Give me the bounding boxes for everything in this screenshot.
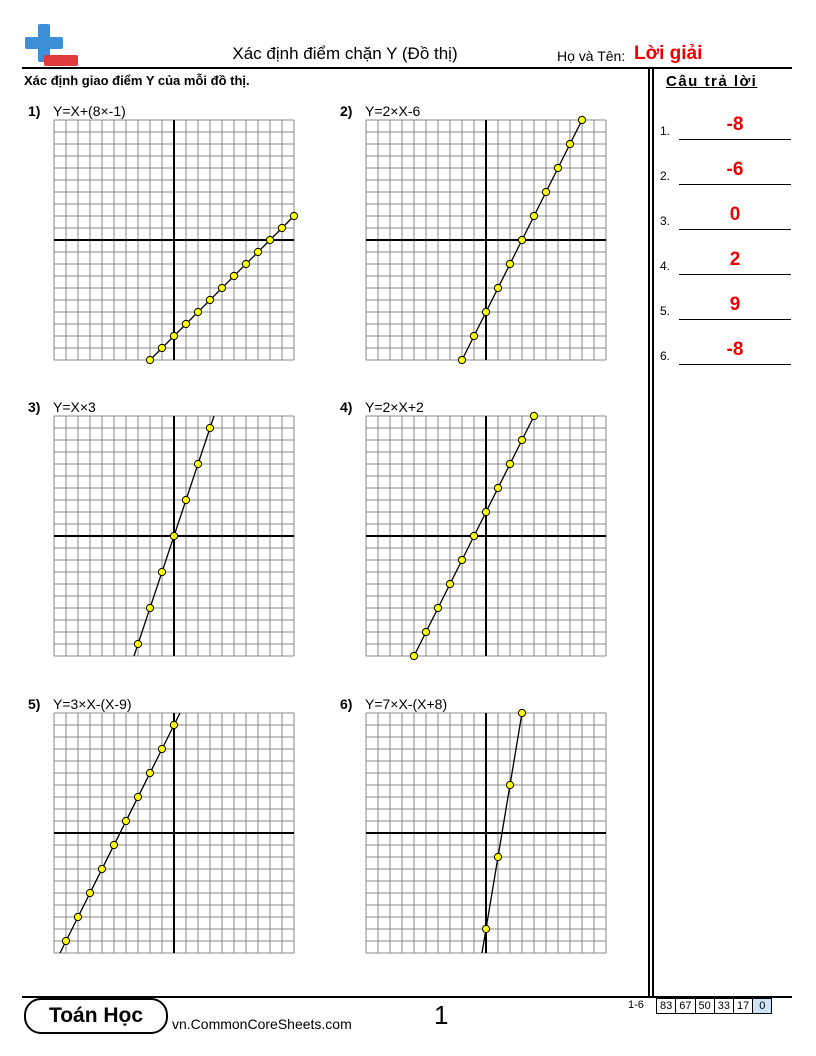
plus-minus-logo-icon — [22, 24, 80, 68]
plotted-point — [74, 913, 81, 920]
plotted-point — [518, 236, 525, 243]
answer-line — [679, 319, 791, 320]
plotted-point — [422, 628, 429, 635]
problem-equation: Y=X×3 — [53, 399, 96, 415]
problem-number: 3) — [28, 399, 41, 415]
name-label: Họ và Tên: — [557, 48, 626, 64]
answer-line — [679, 184, 791, 185]
coordinate-graph — [52, 118, 296, 362]
plotted-point — [134, 793, 141, 800]
score-cell: 50 — [695, 999, 714, 1014]
answer-number: 1. — [660, 124, 671, 138]
plotted-point — [566, 140, 573, 147]
problem-number: 6) — [340, 696, 353, 712]
plotted-point — [170, 332, 177, 339]
plotted-point — [194, 308, 201, 315]
plotted-point — [134, 640, 141, 647]
answers-heading: Câu trả lời — [666, 73, 758, 90]
answer-number: 4. — [660, 259, 671, 273]
page-title: Xác định điểm chặn Y (Đồ thị) — [232, 44, 458, 63]
score-cell: 83 — [657, 999, 676, 1014]
plotted-point — [494, 484, 501, 491]
answer-number: 6. — [660, 349, 671, 363]
plotted-point — [506, 460, 513, 467]
page-number: 1 — [434, 1000, 449, 1030]
plotted-point — [470, 532, 477, 539]
plotted-point — [290, 212, 297, 219]
plotted-point — [518, 436, 525, 443]
problem-number: 2) — [340, 103, 353, 119]
coordinate-graph — [52, 414, 296, 658]
answer-value: -8 — [726, 339, 744, 360]
answer-value: 2 — [729, 249, 741, 270]
score-range-label: 1-6 — [628, 999, 644, 1011]
plotted-point — [158, 568, 165, 575]
plotted-point — [542, 188, 549, 195]
coordinate-graph — [364, 414, 608, 658]
score-cell: 0 — [753, 999, 772, 1014]
plotted-point — [482, 308, 489, 315]
coordinate-graph — [364, 711, 608, 955]
score-cell: 33 — [714, 999, 733, 1014]
plotted-point — [254, 248, 261, 255]
plotted-point — [62, 937, 69, 944]
plotted-point — [578, 116, 585, 123]
coordinate-graph — [364, 118, 608, 362]
brand-badge: Toán Học — [24, 998, 168, 1034]
plotted-point — [530, 212, 537, 219]
plotted-point — [446, 580, 453, 587]
plotted-point — [146, 769, 153, 776]
answer-number: 2. — [660, 169, 671, 183]
plotted-point — [530, 412, 537, 419]
plotted-point — [182, 496, 189, 503]
problem-equation: Y=3×X-(X-9) — [53, 696, 132, 712]
plotted-point — [158, 745, 165, 752]
plotted-point — [266, 236, 273, 243]
plotted-point — [146, 356, 153, 363]
score-cell: 17 — [734, 999, 753, 1014]
coordinate-graph — [52, 711, 296, 955]
plotted-point — [146, 604, 153, 611]
problem-equation: Y=7×X-(X+8) — [365, 696, 448, 712]
problem-equation: Y=X+(8×-1) — [53, 103, 126, 119]
score-table — [656, 998, 772, 1014]
answer-value: 0 — [729, 204, 741, 225]
plotted-point — [170, 532, 177, 539]
plotted-point — [470, 332, 477, 339]
answer-line — [679, 229, 791, 230]
plotted-point — [482, 925, 489, 932]
panel-divider — [652, 67, 654, 997]
plotted-point — [86, 889, 93, 896]
problem-number: 5) — [28, 696, 41, 712]
plotted-point — [242, 260, 249, 267]
problem-equation: Y=2×X+2 — [365, 399, 424, 415]
answer-value: -6 — [726, 159, 744, 180]
plotted-point — [410, 652, 417, 659]
score-cell: 67 — [676, 999, 695, 1014]
answer-value: 9 — [729, 294, 741, 315]
plotted-point — [158, 344, 165, 351]
plotted-point — [506, 260, 513, 267]
problem-equation: Y=2×X-6 — [365, 103, 421, 119]
plotted-point — [206, 424, 213, 431]
plotted-point — [122, 817, 129, 824]
plotted-point — [230, 272, 237, 279]
instructions: Xác định giao điểm Y của mỗi đồ thị. — [24, 73, 250, 88]
answer-number: 3. — [660, 214, 671, 228]
plotted-point — [218, 284, 225, 291]
plotted-point — [434, 604, 441, 611]
plotted-point — [194, 460, 201, 467]
panel-divider — [648, 67, 650, 997]
plotted-point — [206, 296, 213, 303]
answer-line — [679, 139, 791, 140]
plotted-point — [458, 356, 465, 363]
site-url: vn.CommonCoreSheets.com — [172, 1016, 352, 1032]
answer-line — [679, 274, 791, 275]
plotted-point — [110, 841, 117, 848]
plotted-point — [494, 853, 501, 860]
plotted-point — [278, 224, 285, 231]
plotted-point — [182, 320, 189, 327]
plotted-point — [518, 709, 525, 716]
plotted-point — [458, 556, 465, 563]
problem-number: 4) — [340, 399, 353, 415]
plotted-point — [494, 284, 501, 291]
answer-number: 5. — [660, 304, 671, 318]
answer-line — [679, 364, 791, 365]
plotted-point — [170, 721, 177, 728]
answer-value: -8 — [726, 114, 744, 135]
name-value: Lời giải — [634, 43, 703, 64]
plotted-point — [98, 865, 105, 872]
problem-number: 1) — [28, 103, 41, 119]
plotted-point — [482, 508, 489, 515]
plotted-point — [506, 781, 513, 788]
plotted-point — [554, 164, 561, 171]
